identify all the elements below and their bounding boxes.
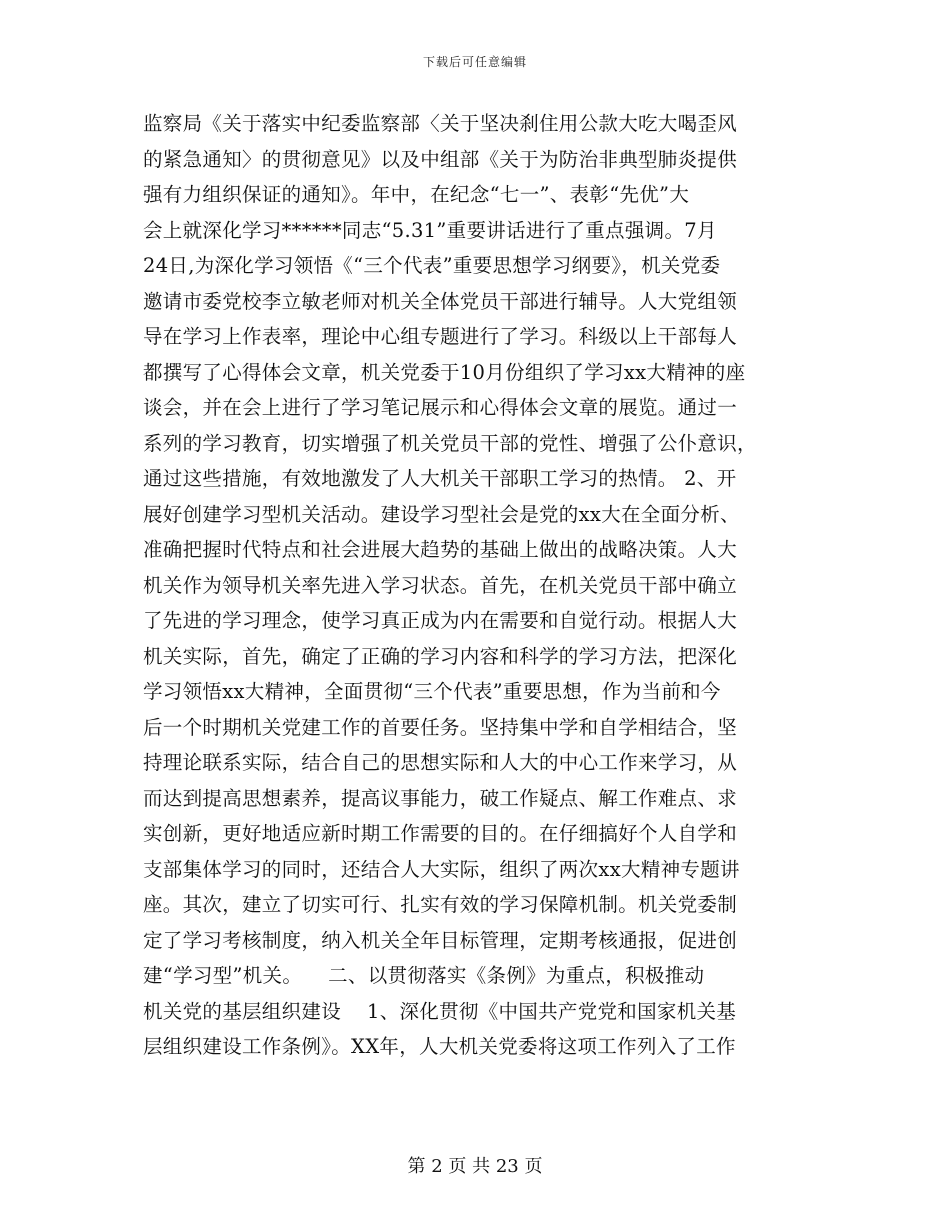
- body-line: 都撰写了心得体会文章，机关党委于10月份组织了学习xx大精神的座: [143, 360, 746, 384]
- body-line: 支部集体学习的同时，还结合人大实际，组织了两次xx大精神专题讲: [143, 857, 740, 881]
- body-line: 定了学习考核制度，纳入机关全年目标管理，定期考核通报，促进创: [143, 928, 738, 952]
- body-line: 了先进的学习理念，使学习真正成为内在需要和自觉行动。根据人大: [143, 609, 738, 632]
- body-line: 展好创建学习型机关活动。建设学习型社会是党的xx大在全面分析、: [143, 502, 740, 526]
- body-line: 实创新，更好地适应新时期工作需要的目的。在仔细搞好个人自学和: [143, 822, 738, 845]
- body-line: 强有力组织保证的通知》。年中，在纪念“七一”、表彰“先优”大: [143, 183, 690, 206]
- body-line: 学习领悟xx大精神，全面贯彻“三个代表”重要思想，作为当前和今: [143, 680, 721, 703]
- body-line: 24日,为深化学习领悟《“三个代表”重要思想学习纲要》，机关党委: [143, 254, 721, 277]
- body-line: 座。其次，建立了切实可行、扎实有效的学习保障机制。机关党委制: [143, 893, 738, 916]
- page-number-footer: 第 2 页 共 23 页: [407, 1156, 543, 1177]
- body-line: 准确把握时代特点和社会进展大趋势的基础上做出的战略决策。人大: [143, 538, 738, 561]
- body-line: 谈会，并在会上进行了学习笔记展示和心得体会文章的展览。通过一: [143, 396, 738, 419]
- body-line: 层组织建设工作条例》。XX年，人大机关党委将这项工作列入了工作: [143, 1035, 736, 1058]
- body-line: 机关实际，首先，确定了正确的学习内容和科学的学习方法，把深化: [143, 644, 738, 668]
- body-line: 机关作为领导机关率先进入学习状态。首先，在机关党员干部中确立: [143, 573, 738, 597]
- body-line: 会上就深化学习******同志“5.31”重要讲话进行了重点强调。7月: [143, 218, 717, 242]
- document-body: [143, 106, 823, 1065]
- body-line: 后一个时期机关党建工作的首要任务。坚持集中学和自学相结合，坚: [143, 715, 738, 739]
- body-line: 邀请市委党校李立敏老师对机关全体党员干部进行辅导。人大党组领: [143, 289, 738, 313]
- body-line: 系列的学习教育，切实增强了机关党员干部的党性、增强了公仆意识，: [143, 431, 757, 455]
- page-header: 下载后可任意编辑: [422, 55, 527, 69]
- body-line: 监察局《关于落实中纪委监察部〈关于坚决刹住用公款大吃大喝歪风: [143, 112, 738, 135]
- body-line: 的紧急通知〉的贯彻意见》以及中组部《关于为防治非典型肺炎提供: [143, 147, 738, 171]
- body-line: 建“学习型”机关。 二、以贯彻落实《条例》为重点，积极推动: [143, 964, 705, 987]
- body-line: 机关党的基层组织建设 1、深化贯彻《中国共产党党和国家机关基: [143, 999, 737, 1023]
- body-line: 导在学习上作表率，理论中心组专题进行了学习。科级以上干部每人: [143, 325, 738, 348]
- body-line: 持理论联系实际，结合自己的思想实际和人大的中心工作来学习，从: [143, 751, 738, 774]
- body-line: 通过这些措施，有效地激发了人大机关干部职工学习的热情。 2、开: [143, 467, 737, 490]
- body-line: 而达到提高思想素养，提高议事能力，破工作疑点、解工作难点、求: [143, 786, 738, 810]
